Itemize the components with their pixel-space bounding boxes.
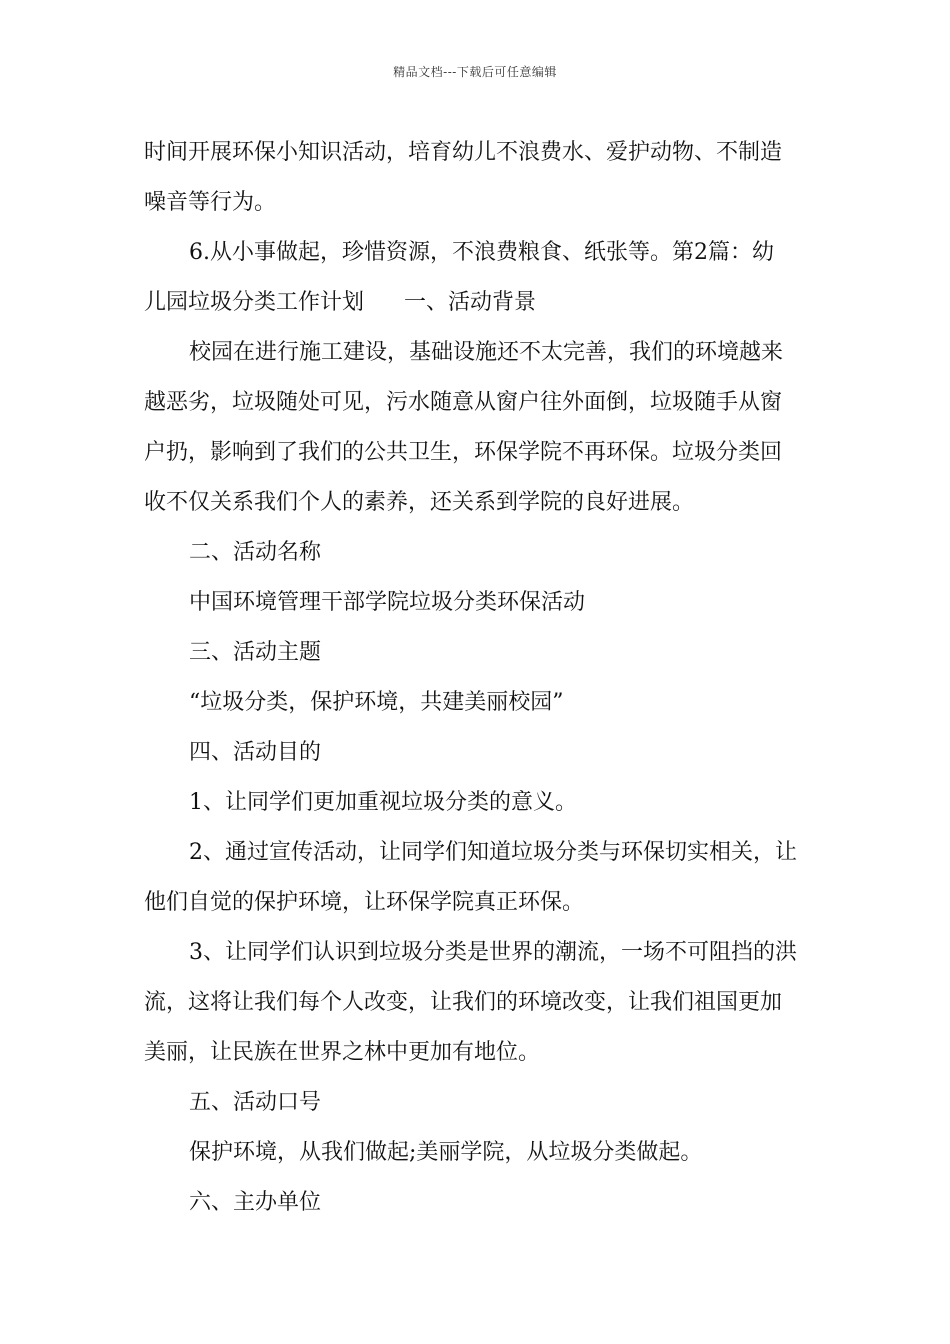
activity-slogan: 保护环境，从我们做起;美丽学院，从垃圾分类做起。 [189, 1140, 703, 1165]
purpose-item-3-cont-1: 流，这将让我们每个人改变，让我们的环境改变，让我们祖国更加 [144, 990, 783, 1015]
paragraph-line-5: 校园在进行施工建设，基础设施还不太完善，我们的环境越来 [189, 340, 784, 365]
section-heading-theme: 三、活动主题 [189, 640, 322, 665]
article-title: 儿园垃圾分类工作计划 [144, 290, 365, 315]
section-heading-purpose: 四、活动目的 [189, 740, 322, 765]
purpose-item-1: 1、让同学们更加重视垃圾分类的意义。 [189, 790, 577, 815]
paragraph-line-2: 噪音等行为。 [144, 190, 277, 215]
activity-name: 中国环境管理干部学院垃圾分类环保活动 [189, 590, 586, 615]
paragraph-line-3: 6.从小事做起，珍惜资源，不浪费粮食、纸张等。第2篇：幼 [189, 240, 774, 265]
section-heading-name: 二、活动名称 [189, 540, 322, 565]
purpose-item-3-cont-2: 美丽，让民族在世界之林中更加有地位。 [144, 1040, 541, 1065]
paragraph-line-6: 越恶劣，垃圾随处可见，污水随意从窗户往外面倒，垃圾随手从窗 [144, 390, 783, 415]
section-heading-slogan: 五、活动口号 [189, 1090, 322, 1115]
purpose-item-2: 2、通过宣传活动，让同学们知道垃圾分类与环保切实相关，让 [189, 840, 797, 865]
paragraph-line-1: 时间开展环保小知识活动，培育幼儿不浪费水、爱护动物、不制造 [144, 140, 783, 165]
document-body [144, 128, 808, 1228]
purpose-item-3: 3、让同学们认识到垃圾分类是世界的潮流，一场不可阻挡的洪 [189, 940, 797, 965]
paragraph-line-7: 户扔，影响到了我们的公共卫生，环保学院不再环保。垃圾分类回 [144, 440, 783, 465]
paragraph-line-8: 收不仅关系我们个人的素养，还关系到学院的良好进展。 [144, 490, 695, 515]
section-heading-background: 一、活动背景 [404, 290, 537, 315]
purpose-item-2-cont: 他们自觉的保护环境，让环保学院真正环保。 [144, 890, 585, 915]
section-heading-organizer: 六、主办单位 [189, 1190, 322, 1215]
activity-theme: “垃圾分类，保护环境，共建美丽校园” [189, 690, 564, 715]
paragraph-line-4 [144, 278, 808, 328]
page-header: 精品文档---下载后可任意编辑 [393, 65, 557, 79]
